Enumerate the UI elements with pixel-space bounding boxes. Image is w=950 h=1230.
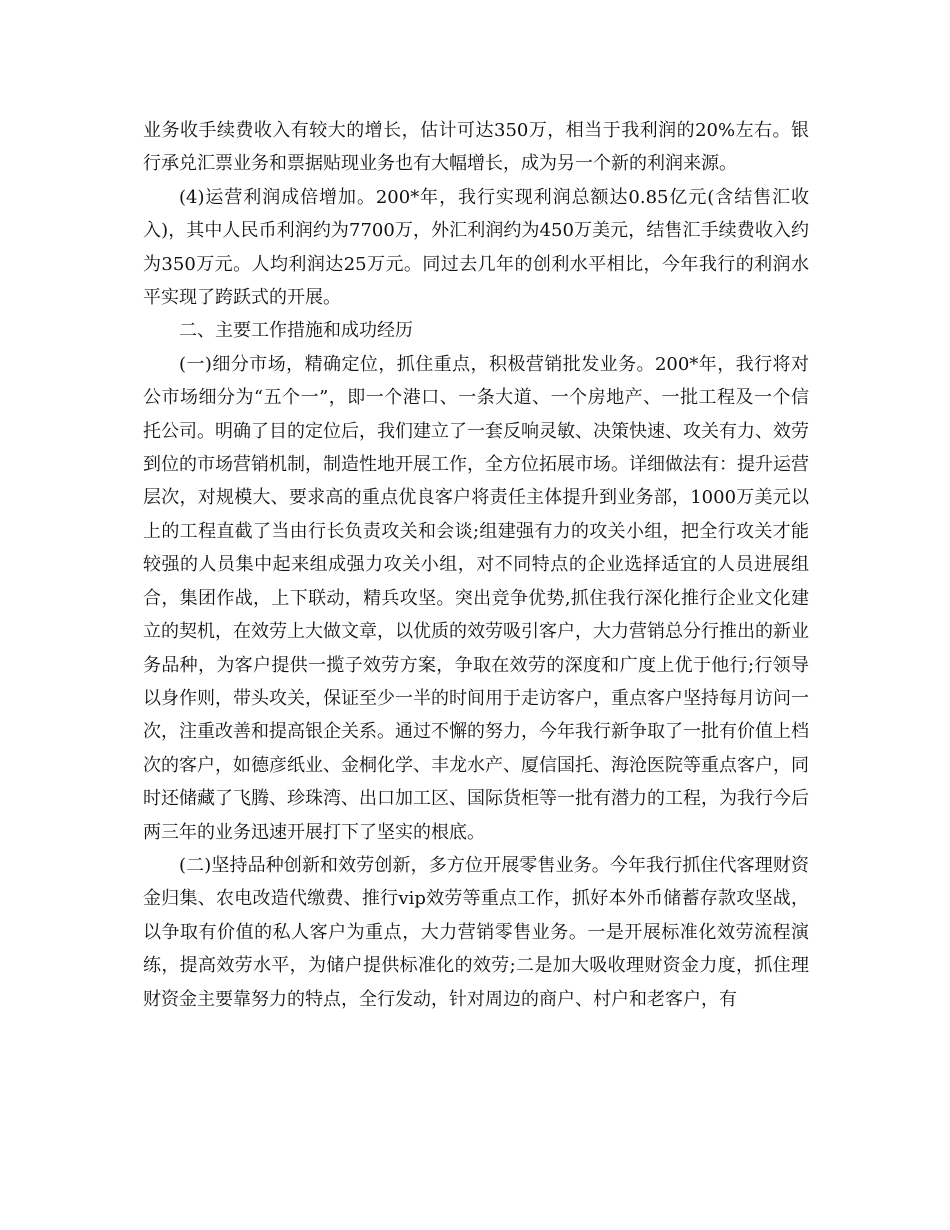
paragraph-retail-business: (二)坚持品种创新和效劳创新，多方位开展零售业务。今年我行抓住代客理财资金归集、农电改造代缴费、推行vip效劳等重点工作，抓好本外币储蓄存款攻坚战，以争取有价值的私人客户为重点，大力营销零售业务。一是开展标准化效劳流程演练，提高效劳水平，为储户提供标准化的效劳;二是加大吸收理财资金力度，抓住理财资金主要靠努力的特点，全行发动，针对周边的商户、村户和老客户，有 [143, 854, 809, 1010]
paragraph-wholesale-business: (一)细分市场，精确定位，抓住重点，积极营销批发业务。200*年，我行将对公市场细分为“五个一”，即一个港口、一条大道、一个房地产、一批工程及一个信托公司。明确了目的定位后，我们建立了一套反响灵敏、决策快速、攻关有力、效劳到位的市场营销机制，制造性地开展工作，全方位拓展市场。详细做法有：提升运营层次，对规模大、要求高的重点优良客户将责任主体提升到业务部，1000万美元以上的工程直截了当由行长负责攻关和会谈;组建强有力的攻关小组，把全行攻关才能较强的人员集中起来组成强力攻关小组，对不同特点的企业选择适宜的人员进展组合，集团作战，上下联动，精兵攻坚。突出竞争优势,抓住我行深化推行企业文化建立的契机，在效劳上大做文章，以优质的效劳吸引客户，大力营销总分行推出的新业务品种，为客户提供一揽子效劳方案，争取在效劳的深度和广度上优于他行;行领导以身作则，带头攻关，保证至少一半的时间用于走访客户，重点客户坚持每月访问一次，注重改善和提高银企关系。通过不懈的努力，今年我行新争取了一批有价值上档次的客户，如德彦纸业、金桐化学、丰龙水产、厦信国托、海沧医院等重点客户，同时还储藏了飞腾、珍珠湾、出口加工区、国际货柜等一批有潜力的工程，为我行今后两三年的业务迅速开展打下了坚实的根底。 [143, 353, 809, 843]
paragraph-continuation: 业务收手续费收入有较大的增长，估计可达350万，相当于我利润的20%左右。银行承兑汇票业务和票据贴现业务也有大幅增长，成为另一个新的利润来源。 [143, 120, 809, 175]
paragraph-operating-profit: (4)运营利润成倍增加。200*年，我行实现利润总额达0.85亿元(含结售汇收入)，其中人民币利润约为7700万，外汇利润约为450万美元，结售汇手续费收入约为350万元。人均利润达25万元。同过去几年的创利水平相比，今年我行的利润水平实现了跨跃式的开展。 [143, 186, 809, 309]
document-body [143, 114, 809, 1016]
section-heading-measures: 二、主要工作措施和成功经历 [179, 320, 413, 342]
